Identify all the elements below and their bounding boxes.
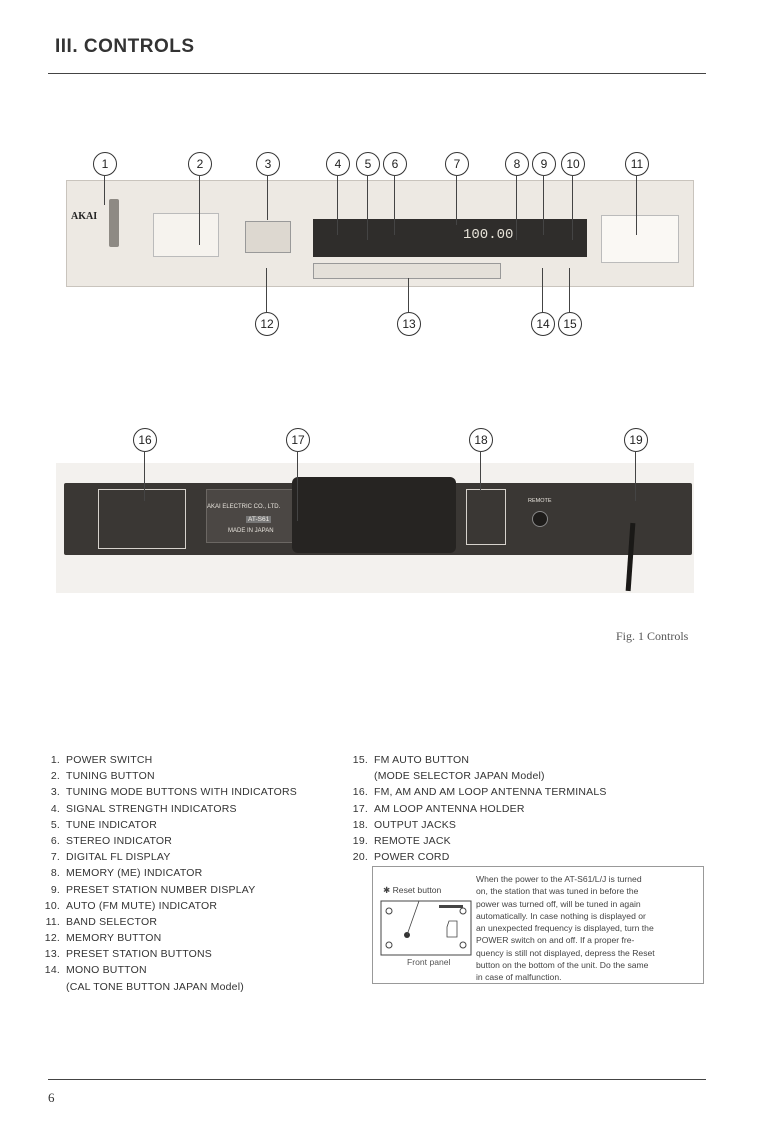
leader-16 <box>144 451 145 501</box>
list-item: 13. PRESET STATION BUTTONS <box>44 948 212 961</box>
brand-logo: AKAI <box>71 211 98 222</box>
list-item: 11. BAND SELECTOR <box>45 915 158 928</box>
preset-buttons-row <box>313 263 501 279</box>
model-label: AT-S61 <box>248 516 270 523</box>
made-in-label: MADE IN JAPAN <box>228 528 274 534</box>
callout-11: 11 <box>625 152 649 176</box>
band-selector-panel <box>601 215 679 263</box>
remote-label: REMOTE <box>528 498 552 504</box>
leader-13 <box>408 278 409 312</box>
top-divider <box>48 73 706 74</box>
reset-note-text: When the power to the AT-S61/L/J is turned on, the station that was tuned in before the power was turned off, will be tuned in again automatically. In case nothing is displayed or an unexpected frequency is displayed, turn the POWER switch on and off. If a proper fre- quency is still not displayed, depress the Reset button on the bottom of the unit. Do the same in case of malfunction. <box>476 874 655 983</box>
leader-14 <box>542 268 543 312</box>
leader-8 <box>516 175 517 240</box>
reset-note-box <box>372 866 704 984</box>
tuning-mode-buttons <box>245 221 291 253</box>
leader-18 <box>480 451 481 491</box>
list-item: 10. AUTO (FM MUTE) INDICATOR <box>44 899 218 912</box>
list-item: 6. STEREO INDICATOR <box>50 834 173 847</box>
callout-15: 15 <box>558 312 582 336</box>
front-panel-photo <box>66 180 694 287</box>
list-item: 12. MEMORY BUTTON <box>44 932 162 945</box>
callout-16: 16 <box>133 428 157 452</box>
callout-2: 2 <box>188 152 212 176</box>
leader-9 <box>543 175 544 235</box>
leader-17 <box>297 451 298 521</box>
callout-8: 8 <box>505 152 529 176</box>
leader-7 <box>456 175 457 225</box>
digital-fl-display: 100.00 <box>463 227 514 243</box>
callout-10: 10 <box>561 152 585 176</box>
list-item: 15. FM AUTO BUTTON <box>352 754 470 766</box>
rear-panel-photo <box>56 463 694 593</box>
display-window <box>313 219 587 257</box>
callout-4: 4 <box>326 152 350 176</box>
loop-antenna-holder <box>292 477 456 553</box>
list-item: 9. PRESET STATION NUMBER DISPLAY <box>50 883 256 896</box>
callout-9: 9 <box>532 152 556 176</box>
list-item: 3. TUNING MODE BUTTONS WITH INDICATORS <box>50 786 298 799</box>
callout-14: 14 <box>531 312 555 336</box>
power-switch-knob <box>109 199 119 247</box>
list-item: 17. AM LOOP ANTENNA HOLDER <box>352 802 525 815</box>
leader-2 <box>199 175 200 245</box>
callout-17: 17 <box>286 428 310 452</box>
controls-list-left <box>38 754 297 997</box>
leader-1 <box>104 175 105 205</box>
list-item: (MODE SELECTOR JAPAN Model) <box>374 770 545 783</box>
front-panel-label: Front panel <box>407 957 451 967</box>
list-item: 16. FM, AM AND AM LOOP ANTENNA TERMINALS <box>352 786 607 799</box>
controls-list-right <box>346 754 607 867</box>
list-item: 4. SIGNAL STRENGTH INDICATORS <box>50 802 237 815</box>
leader-5 <box>367 175 368 240</box>
list-item: 14. MONO BUTTON <box>44 964 147 977</box>
page-number: 6 <box>48 1090 55 1105</box>
remote-jack <box>532 511 548 527</box>
list-item: 8. MEMORY (ME) INDICATOR <box>50 867 203 880</box>
tuning-button-panel <box>153 213 219 257</box>
maker-plate-text: AKAI ELECTRIC CO., LTD. <box>207 504 281 510</box>
list-item: 20. POWER CORD <box>352 851 450 864</box>
leader-4 <box>337 175 338 235</box>
leader-15 <box>569 268 570 312</box>
bottom-divider <box>48 1079 706 1080</box>
list-item-note: (CAL TONE BUTTON JAPAN Model) <box>66 980 244 993</box>
front-panel-diagram <box>379 899 473 959</box>
callout-13: 13 <box>397 312 421 336</box>
callout-5: 5 <box>356 152 380 176</box>
reset-marker-icon: ✱ <box>383 885 391 895</box>
callout-1: 1 <box>93 152 117 176</box>
output-jacks-block <box>466 489 506 545</box>
leader-3 <box>267 175 268 220</box>
page-title: III. CONTROLS <box>55 36 195 57</box>
leader-10 <box>572 175 573 240</box>
callout-18: 18 <box>469 428 493 452</box>
leader-19 <box>635 451 636 501</box>
list-item: 1. POWER SWITCH <box>50 754 153 766</box>
antenna-terminals-block <box>98 489 186 549</box>
leader-6 <box>394 175 395 235</box>
figure-caption: Fig. 1 Controls <box>616 629 689 643</box>
list-item: 2. TUNING BUTTON <box>50 770 155 783</box>
reset-button-label: ✱ Reset button <box>383 885 442 895</box>
list-item: 19. REMOTE JACK <box>352 834 451 847</box>
list-item: 5. TUNE INDICATOR <box>50 818 158 831</box>
callout-19: 19 <box>624 428 648 452</box>
callout-3: 3 <box>256 152 280 176</box>
list-item: 18. OUTPUT JACKS <box>352 818 457 831</box>
list-item: 7. DIGITAL FL DISPLAY <box>50 851 171 864</box>
leader-11 <box>636 175 637 235</box>
callout-6: 6 <box>383 152 407 176</box>
leader-12 <box>266 268 267 312</box>
callout-12: 12 <box>255 312 279 336</box>
callout-7: 7 <box>445 152 469 176</box>
